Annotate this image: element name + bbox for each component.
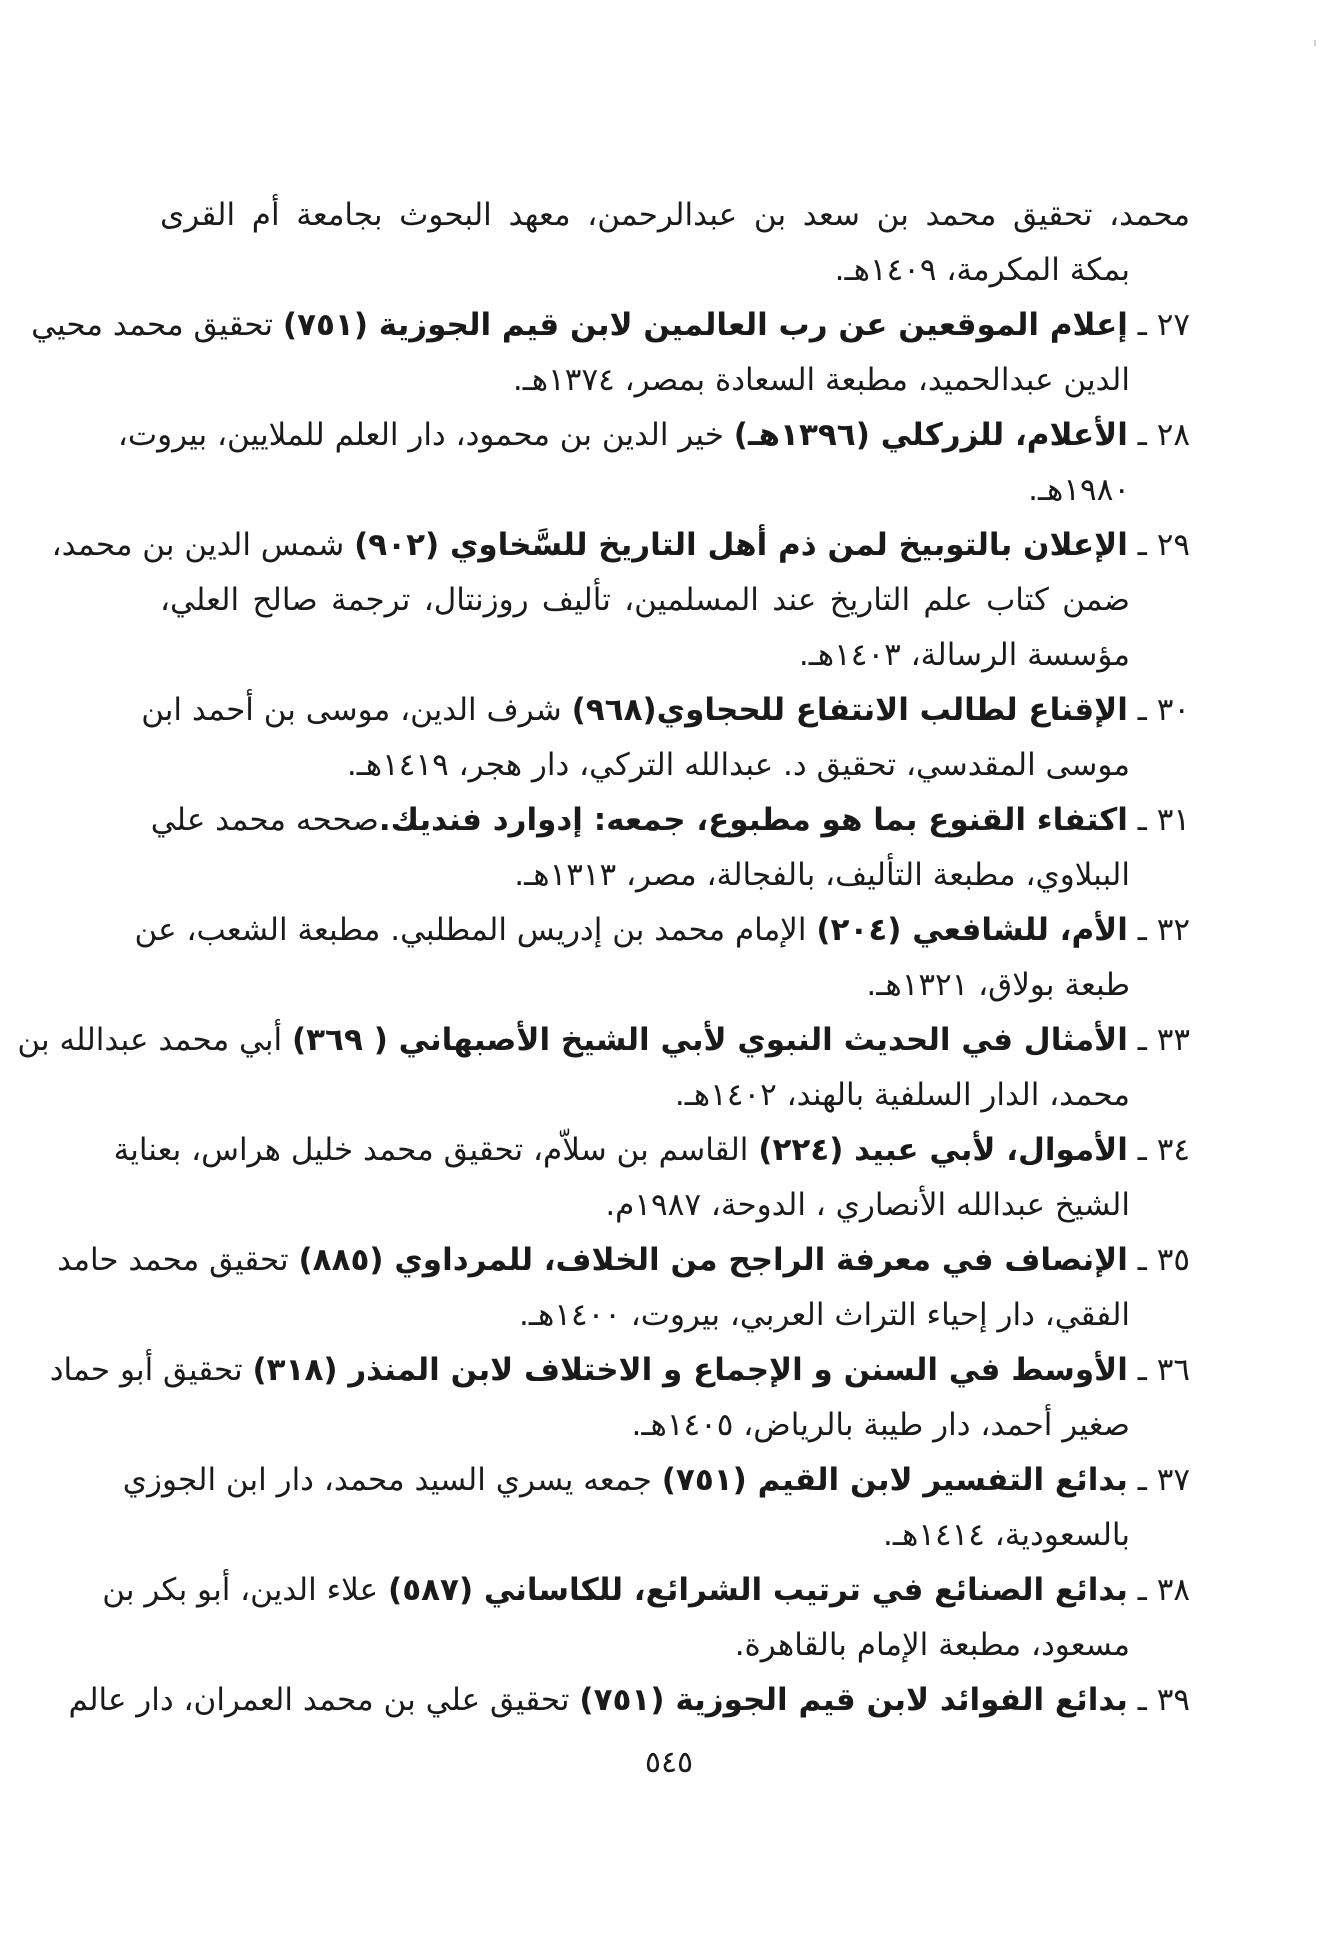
reference-first-line [17, 1013, 1190, 1068]
reference-entry [113, 1123, 1190, 1233]
entry-details: تحقيق أبو حماد [49, 1352, 243, 1388]
reference-first-line [49, 1343, 1190, 1398]
reference-entry [117, 408, 1190, 518]
entry-number: ٢٩ ـ [1137, 527, 1190, 563]
entry-title: بدائع الفوائد لابن قيم الجوزية (٧٥١) [579, 1682, 1128, 1718]
reference-entry [17, 1013, 1190, 1123]
scan-mark [1314, 40, 1316, 46]
page-number: ٥٤٥ [644, 1745, 694, 1780]
entry-details: الإمام محمد بن إدريس المطلبي. مطبعة الشعب، عن [134, 912, 807, 948]
reference-line: محمد، تحقيق محمد بن سعد بن عبدالرحمن، معهد البحوث بجامعة أم القرى [160, 197, 1190, 233]
reference-line: مسعود، مطبعة الإمام بالقاهرة. [734, 1627, 1130, 1663]
entry-number: ٣٤ ـ [1137, 1132, 1190, 1168]
entry-details: شرف الدين، موسى بن أحمد ابن [141, 692, 562, 728]
reference-entry [68, 1673, 1190, 1728]
reference-entry [31, 298, 1190, 408]
entry-title: اكتفاء القنوع بما هو مطبوع، جمعه: إدوارد فنديك. [378, 802, 1128, 838]
entry-number: ٣٣ ـ [1137, 1022, 1190, 1058]
reference-entry [49, 1343, 1190, 1453]
reference-entry [51, 518, 1190, 683]
reference-line: صغير أحمد، دار طيبة بالرياض، ١٤٠٥هـ. [631, 1407, 1130, 1443]
entry-details: القاسم بن سلاّم، تحقيق محمد خليل هراس، بعناية [113, 1132, 749, 1168]
reference-line: محمد، الدار السلفية بالهند، ١٤٠٢هـ. [674, 1077, 1130, 1113]
reference-line: موسى المقدسي، تحقيق د. عبدالله التركي، دار هجر، ١٤١٩هـ. [346, 747, 1130, 783]
reference-line: الدين عبدالحميد، مطبعة السعادة بمصر، ١٣٧٤هـ. [512, 362, 1130, 398]
reference-first-line [150, 793, 1190, 848]
reference-line: بمكة المكرمة، ١٤٠٩هـ. [834, 252, 1130, 288]
reference-line: بالسعودية، ١٤١٤هـ. [883, 1517, 1130, 1553]
reference-line: الشيخ عبدالله الأنصاري ، الدوحة، ١٩٨٧م. [605, 1187, 1130, 1223]
reference-entry-continuation [160, 188, 1190, 298]
reference-entry [150, 793, 1190, 903]
entry-number: ٣١ ـ [1137, 802, 1190, 838]
entry-details: تحقيق محمد محيي [31, 307, 274, 343]
entry-title: الإعلان بالتوبيخ لمن ذم أهل التاريخ للسَّخاوي (٩٠٢) [354, 527, 1128, 563]
reference-first-line [117, 408, 1190, 463]
reference-first-line [134, 903, 1190, 958]
entry-title: بدائع التفسير لابن القيم (٧٥١) [661, 1462, 1128, 1498]
reference-entry [134, 903, 1190, 1013]
reference-line: الفقي، دار إحياء التراث العربي، بيروت، ١٤٠٠هـ. [519, 1297, 1130, 1333]
reference-first-line [113, 1123, 1190, 1178]
reference-first-line [68, 1673, 1190, 1728]
entry-number: ٣٧ ـ [1137, 1462, 1190, 1498]
entry-title: بدائع الصنائع في ترتيب الشرائع، للكاساني (٥٨٧) [388, 1572, 1128, 1608]
entry-number: ٢٧ ـ [1137, 307, 1190, 343]
reference-first-line [57, 1233, 1190, 1288]
entry-details: شمس الدين بن محمد، [51, 527, 345, 563]
reference-line: ضمن كتاب علم التاريخ عند المسلمين، تأليف روزنتال، ترجمة صالح العلي، [160, 582, 1130, 618]
entry-number: ٣٢ ـ [1137, 912, 1190, 948]
reference-line: ١٩٨٠هـ. [1028, 472, 1130, 508]
reference-entry [57, 1233, 1190, 1343]
reference-first-line [122, 1453, 1190, 1508]
entry-details: تحقيق محمد حامد [57, 1242, 289, 1278]
entry-details: خير الدين بن محمود، دار العلم للملايين، بيروت، [117, 417, 724, 453]
reference-first-line [51, 518, 1190, 573]
entry-details: صححه محمد علي [150, 802, 379, 838]
entry-title: الأمثال في الحديث النبوي لأبي الشيخ الأصبهاني ( ٣٦٩) [291, 1022, 1128, 1058]
reference-entry [122, 1453, 1190, 1563]
entry-number: ٣٥ ـ [1137, 1242, 1190, 1278]
entry-number: ٣٠ ـ [1137, 692, 1190, 728]
entry-details: علاء الدين، أبو بكر بن [102, 1572, 379, 1608]
reference-first-line [31, 298, 1190, 353]
reference-entry [102, 1563, 1190, 1673]
entry-number: ٣٦ ـ [1137, 1352, 1190, 1388]
reference-first-line [141, 683, 1190, 738]
entry-title: الأم، للشافعي (٢٠٤) [816, 912, 1128, 948]
entry-number: ٣٨ ـ [1137, 1572, 1190, 1608]
entry-number: ٢٨ ـ [1137, 417, 1190, 453]
reference-line: مؤسسة الرسالة، ١٤٠٣هـ. [798, 637, 1130, 673]
entry-title: إعلام الموقعين عن رب العالمين لابن قيم الجوزية (٧٥١) [282, 307, 1128, 343]
entry-title: الإقناع لطالب الانتفاع للحجاوي(٩٦٨) [571, 692, 1128, 728]
reference-line: طبعة بولاق، ١٣٢١هـ. [866, 967, 1130, 1003]
entry-details: تحقيق علي بن محمد العمران، دار عالم [68, 1682, 570, 1718]
reference-first-line [102, 1563, 1190, 1618]
entry-title: الأوسط في السنن و الإجماع و الاختلاف لابن المنذر (٣١٨) [252, 1352, 1128, 1388]
entry-title: الأعلام، للزركلي (١٣٩٦هـ) [733, 417, 1128, 453]
entry-details: جمعه يسري السيد محمد، دار ابن الجوزي [122, 1462, 652, 1498]
entry-details: أبي محمد عبدالله بن [17, 1022, 283, 1058]
references-list [17, 188, 1190, 1728]
entry-title: الإنصاف في معرفة الراجح من الخلاف، للمرداوي (٨٨٥) [298, 1242, 1128, 1278]
reference-entry [141, 683, 1190, 793]
entry-title: الأموال، لأبي عبيد (٢٢٤) [758, 1132, 1128, 1168]
reference-line: الببلاوي، مطبعة التأليف، بالفجالة، مصر، ١٣١٣هـ. [514, 857, 1130, 893]
entry-number: ٣٩ ـ [1137, 1682, 1190, 1718]
